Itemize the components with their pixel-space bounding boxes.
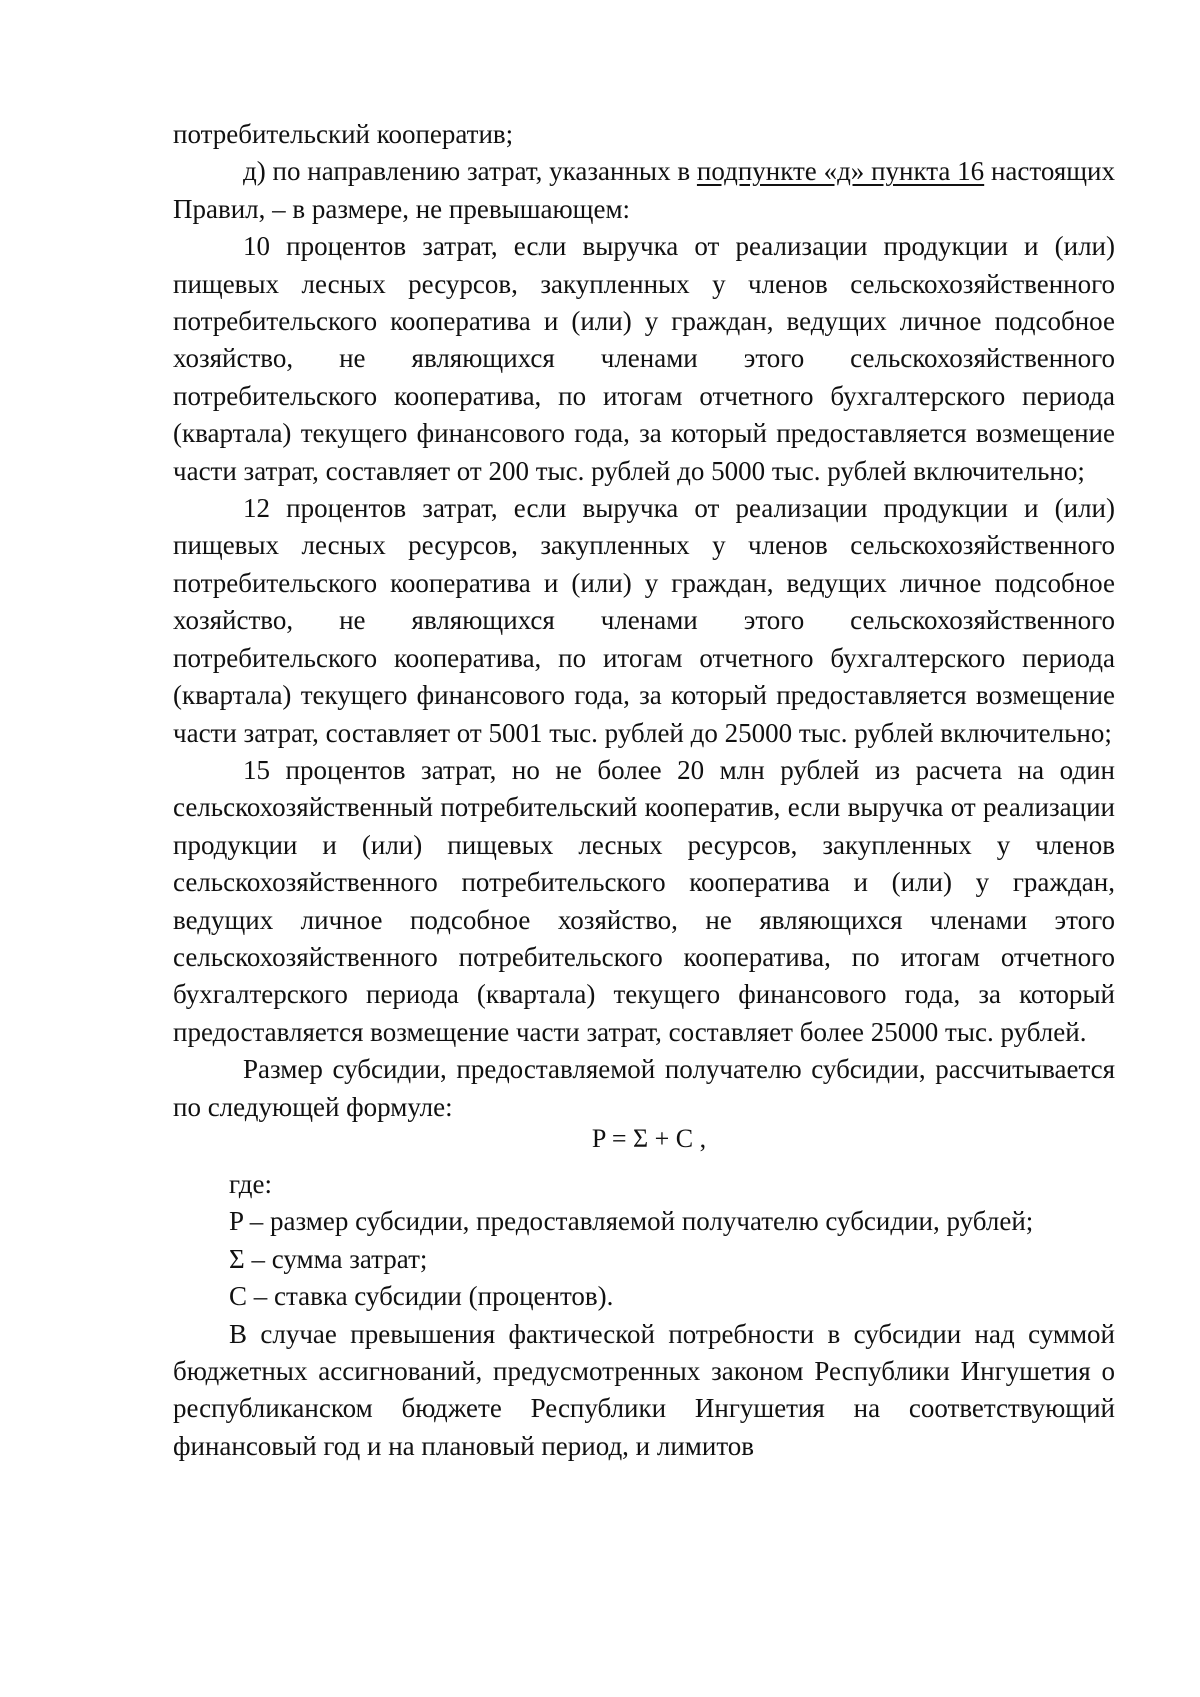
item-d-text-after: настоящих Правил, – в размере, не превышающем:: [173, 156, 1115, 224]
continued-line: потребительский кооператив;: [173, 119, 514, 149]
subsidy-formula: P = Σ + C ,: [591, 1123, 707, 1153]
legend-sigma: Σ – сумма затрат;: [229, 1243, 428, 1274]
legend-c: C – ставка субсидии (процентов).: [229, 1281, 614, 1312]
rate-12-paragraph: 12 процентов затрат, если выручка от реализации продукции и (или) пищевых лесных ресурсов, закупленных у членов сельскохозяйственного потребительского кооператива и (или) у граждан, ведущих личное подсобное хозяйство, не являющихся членами этого сельскохозяйственного потребительского кооператива, по итогам отчетного бухгалтерского периода (квартала) текущего финансового года, за который предоставляется возмещение части затрат, составляет от 5001 тыс. рублей до 25000 тыс. рублей включительно;: [173, 493, 1115, 748]
rule-reference-link[interactable]: подпункте «д» пункта 16: [696, 156, 985, 187]
item-d-text-before: д) по направлению затрат, указанных в: [243, 156, 697, 187]
item-d-paragraph: [173, 153, 1115, 228]
excess-paragraph: В случае превышения фактической потребности в субсидии над суммой бюджетных ассигнований, предусмотренных законом Республики Ингушетия о республиканском бюджете Республики Ингушетия на соответствующий финансовый год и на плановый период, и лимитов: [173, 1318, 1115, 1461]
rate-15-paragraph: 15 процентов затрат, но не более 20 млн рублей из расчета на один сельскохозяйственный потребительский кооператив, если выручка от реализации продукции и (или) пищевых лесных ресурсов, закупленных у членов сельскохозяйственного потребительского кооператива и (или) у граждан, ведущих личное подсобное хозяйство, не являющихся членами этого сельскохозяйственного потребительского кооператива, по итогам отчетного бухгалтерского периода (квартала) текущего финансового года, за который предоставляется возмещение части затрат, составляет более 25000 тыс. рублей.: [173, 754, 1115, 1047]
where-label: где:: [229, 1168, 272, 1199]
document-body: [173, 116, 1115, 1465]
subsidy-size-paragraph: Размер субсидии, предоставляемой получателю субсидии, рассчитывается по следующей формуле:: [173, 1054, 1115, 1122]
rate-10-paragraph: 10 процентов затрат, если выручка от реализации продукции и (или) пищевых лесных ресурсов, закупленных у членов сельскохозяйственного потребительского кооператива и (или) у граждан, ведущих личное подсобное хозяйство, не являющихся членами этого сельскохозяйственного потребительского кооператива, по итогам отчетного бухгалтерского периода (квартала) текущего финансового года, за который предоставляется возмещение части затрат, составляет от 200 тыс. рублей до 5000 тыс. рублей включительно;: [173, 231, 1115, 486]
legend-p: P – размер субсидии, предоставляемой получателю субсидии, рублей;: [229, 1206, 1034, 1237]
